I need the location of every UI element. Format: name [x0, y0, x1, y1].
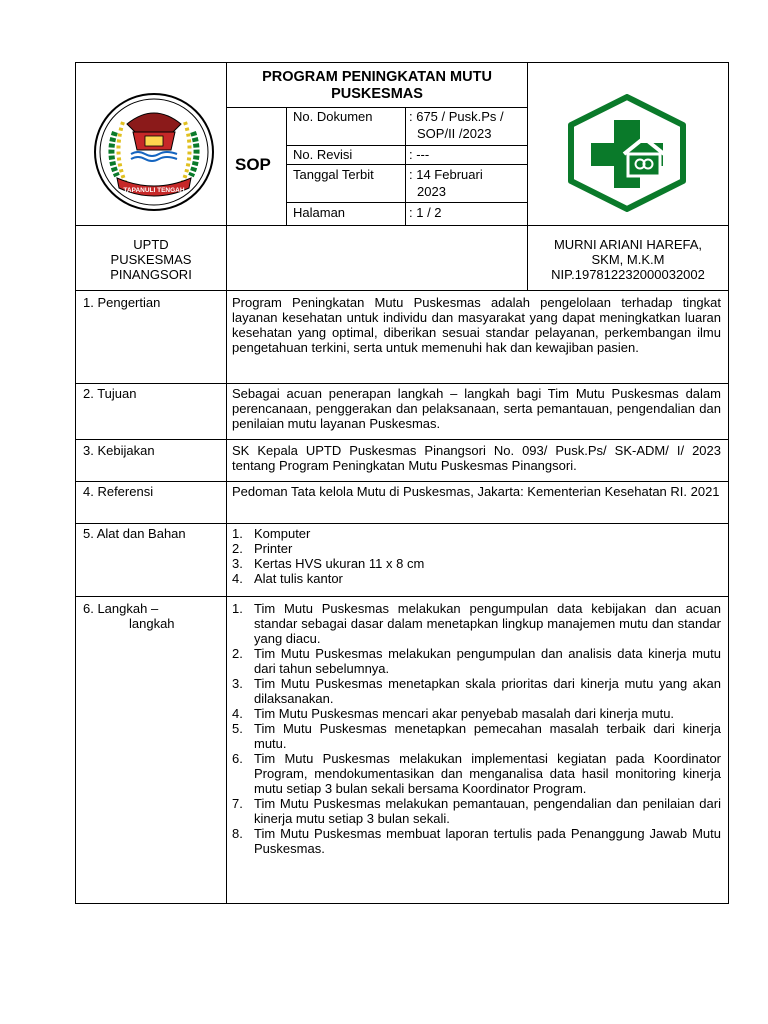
unit-line-3: PINANGSORI	[110, 267, 192, 282]
alat-list	[232, 526, 721, 586]
list-item	[232, 676, 721, 706]
list-item	[232, 646, 721, 676]
list-number: 3.	[232, 676, 243, 691]
field-value-no-dokumen: : 675 / Pusk.Ps /	[409, 109, 504, 124]
puskesmas-logo	[566, 94, 688, 212]
logo-ribbon-text: TAPANULI TENGAH	[123, 187, 185, 194]
list-item	[232, 796, 721, 826]
section-label-referensi: 4. Referensi	[83, 484, 154, 499]
field-label-no-dokumen: No. Dokumen	[293, 109, 373, 124]
list-item	[232, 601, 721, 646]
list-text: Kertas HVS ukuran 11 x 8 cm	[254, 556, 425, 571]
list-number: 4.	[232, 706, 243, 721]
list-item	[232, 826, 721, 856]
list-number: 2.	[232, 646, 243, 661]
list-text: Tim Mutu Puskesmas menetapkan pemecahan masalah terbaik dari kinerja mutu.	[254, 721, 721, 751]
field-value-no-revisi: : ---	[409, 147, 430, 162]
field-value-no-dokumen-cont: SOP/II /2023	[417, 126, 492, 141]
signer-name: MURNI ARIANI HAREFA,	[553, 237, 703, 252]
list-item	[232, 541, 721, 556]
section-text-tujuan: Sebagai acuan penerapan langkah – langkah bagi Tim Mutu Puskesmas dalam perencanaan, penggerakan dan pelaksanaan, serta pemantauan, pengendalian dan penilaian mutu layanan Puskesmas.	[232, 386, 721, 431]
list-number: 8.	[232, 826, 243, 841]
list-number: 1.	[232, 601, 243, 616]
section-label-langkah	[83, 601, 175, 631]
list-number: 7.	[232, 796, 243, 811]
list-text: Tim Mutu Puskesmas melakukan pemantauan, pengendalian dan penilaian dari kinerja mutu setiap 3 bulan sekali.	[254, 796, 721, 826]
field-label-tanggal-terbit: Tanggal Terbit	[293, 167, 374, 182]
signer-nip: NIP.197812232000032002	[551, 267, 705, 282]
field-value-tanggal-terbit: : 14 Februari	[409, 167, 483, 182]
list-number: 2.	[232, 541, 243, 556]
list-item	[232, 526, 721, 541]
list-text: Tim Mutu Puskesmas melakukan pengumpulan dan analisis data kinerja mutu dari tahun sebelumnya.	[254, 646, 721, 676]
list-text: Tim Mutu Puskesmas membuat laporan tertulis pada Penanggung Jawab Mutu Puskesmas.	[254, 826, 721, 856]
list-text: Alat tulis kantor	[254, 571, 343, 586]
section-label-kebijakan: 3. Kebijakan	[83, 443, 155, 458]
list-number: 1.	[232, 526, 243, 541]
list-item	[232, 721, 721, 751]
section-label-pengertian: 1. Pengertian	[83, 295, 161, 310]
list-number: 6.	[232, 751, 243, 766]
section-label-langkah-line1: 6. Langkah –	[83, 601, 159, 616]
section-label-alat: 5. Alat dan Bahan	[83, 526, 186, 541]
list-item	[232, 751, 721, 796]
field-value-halaman: : 1 / 2	[409, 205, 442, 220]
list-text: Tim Mutu Puskesmas melakukan implementasi kegiatan pada Koordinator Program, mendokumentasikan dan menganalisa data hasil monitoring kinerja mutu setiap 3 bulan sekali bersama Koordinator Program.	[254, 751, 721, 796]
list-number: 3.	[232, 556, 243, 571]
list-text: Tim Mutu Puskesmas mencari akar penyebab masalah dari kinerja mutu.	[254, 706, 675, 721]
list-text: Tim Mutu Puskesmas melakukan pengumpulan data kebijakan dan acuan standar sebagai dasar dalam menetapkan lingkup manajemen mutu dan standar yang diacu.	[254, 601, 721, 646]
list-text: Printer	[254, 541, 293, 556]
section-text-kebijakan: SK Kepala UPTD Puskesmas Pinangsori No. 093/ Pusk.Ps/ SK-ADM/ I/ 2023 tentang Program Peningkatan Mutu Puskesmas Pinangsori.	[232, 443, 721, 473]
langkah-list	[232, 601, 721, 856]
unit-name	[76, 237, 226, 282]
list-item	[232, 706, 721, 721]
section-text-pengertian: Program Peningkatan Mutu Puskesmas adalah pengelolaan terhadap tingkat layanan kesehatan untuk individu dan masyarakat yang dapat meningkatkan luaran kesehatan yang optimal, diberikan sesuai standar pelayanan, perkembangan ilmu pengetahuan terkini, serta untuk memenuhi hak dan kewajiban pasien.	[232, 295, 721, 355]
list-number: 4.	[232, 571, 243, 586]
list-item	[232, 571, 721, 586]
list-item	[232, 556, 721, 571]
field-label-no-revisi: No. Revisi	[293, 147, 353, 162]
list-text: Tim Mutu Puskesmas menetapkan skala prioritas dari kinerja mutu yang akan dilaksanakan.	[254, 676, 721, 706]
signer-block	[528, 237, 728, 282]
field-label-halaman: Halaman	[293, 205, 346, 220]
unit-line-1: UPTD	[133, 237, 169, 252]
field-value-tanggal-terbit-cont: 2023	[417, 184, 446, 199]
document-title: PROGRAM PENINGKATAN MUTU PUSKESMAS	[262, 69, 492, 102]
section-text-referensi: Pedoman Tata kelola Mutu di Puskesmas, Jakarta: Kementerian Kesehatan RI. 2021	[232, 484, 720, 499]
unit-line-2: PUSKESMAS	[110, 252, 192, 267]
sop-label: SOP	[235, 155, 271, 174]
regency-logo	[93, 92, 215, 212]
section-label-tujuan: 2. Tujuan	[83, 386, 137, 401]
list-number: 5.	[232, 721, 243, 736]
list-text: Komputer	[254, 526, 311, 541]
section-label-langkah-line2: langkah	[129, 616, 175, 631]
signer-title: SKM, M.K.M	[591, 252, 665, 267]
